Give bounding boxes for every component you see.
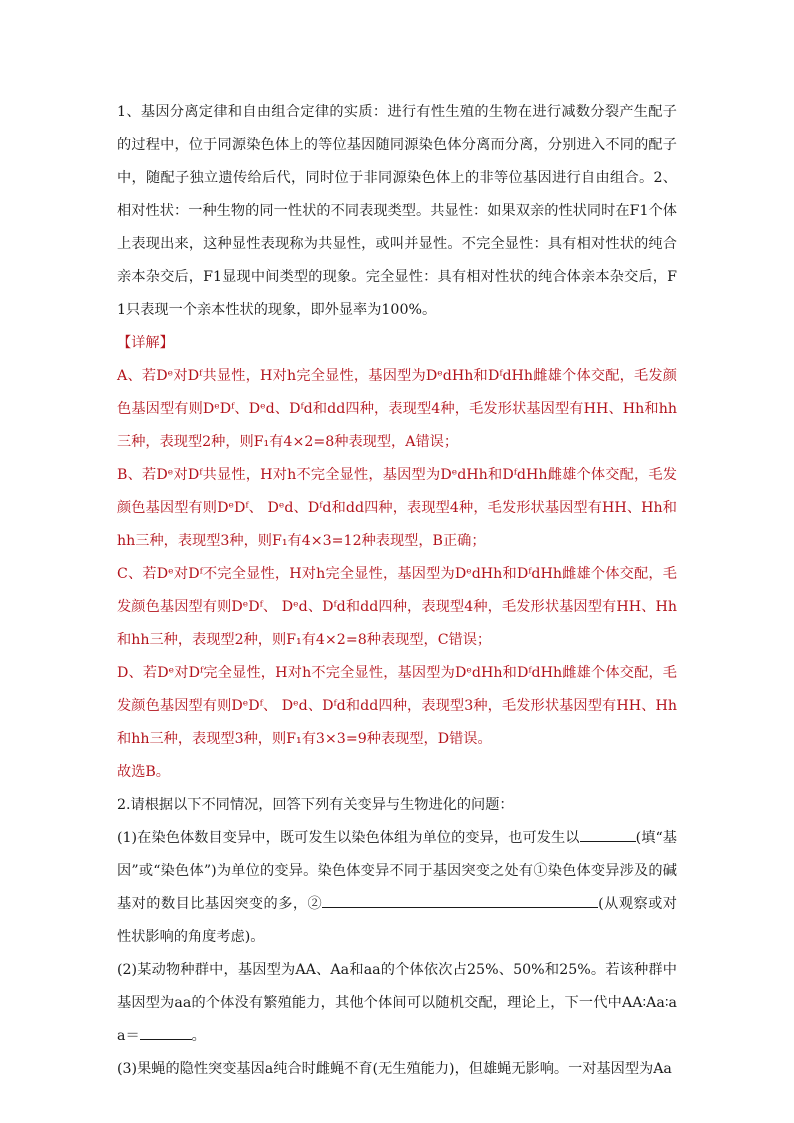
q1-text-part2: (填“基因”或“染色体”)为单位的变异。染色体变异不同于基因突变之处有①染色体变异涉及的碱基对的数目比基因突变的多，②: [117, 830, 677, 912]
intro-paragraph: 1、基因分离定律和自由组合定律的实质：进行有性生殖的生物在进行减数分裂产生配子的过程中，位于同源染色体上的等位基因随同源染色体分离而分离，分别进入不同的配子中，随配子独立遗传给后代，同时位于非同源染色体上的非等位基因进行自由组合。2、相对性状：一种生物的同一性状的不同表现类型。共显性：如果双亲的性状同时在F1个体上表现出来，这种显性表现称为共显性，或叫并显性。不完全显性：具有相对性状的纯合亲本杂交后，F1显现中间类型的现象。完全显性：具有相对性状的纯合体亲本杂交后，F1只表现一个亲本性状的现象，即外显率为100%。: [117, 104, 677, 318]
question-1: [117, 822, 677, 954]
option-c-explanation: C、若Dᵉ对Dᶠ不完全显性，H对h完全显性，基因型为DᵉdHh和DᶠdHh雌雄个体交配，毛发颜色基因型有则DᵉDᶠ、 Dᵉd、Dᶠd和dd四种，表现型4种，毛发形状基因型有HH、Hh和hh三种，表现型2种，则F₁有4×2=8种表现型，C错误；: [117, 566, 677, 648]
question-3: (3)果蝇的隐性突变基因a纯合时雌蝇不育(无生殖能力)，但雄蝇无影响。一对基因型为Aa: [117, 1061, 672, 1077]
question-stem: 2.请根据以下不同情况，回答下列有关变异与生物进化的问题：: [117, 797, 514, 813]
q1-text-part3: (从观察或对性状影响的角度考虑)。: [117, 896, 677, 945]
question-2: [117, 954, 677, 1053]
option-a-explanation: A、若Dᵉ对Dᶠ共显性，H对h完全显性，基因型为DᵉdHh和DᶠdHh雌雄个体交配，毛发颜色基因型有则DᵉDᶠ、Dᵉd、Dᶠd和dd四种，表现型4种，毛发形状基因型有HH、Hh和hh三种，表现型2种，则F₁有4×2=8种表现型，A错误；: [117, 368, 677, 450]
q2-answer-blank[interactable]: [140, 1025, 192, 1040]
option-d-explanation: D、若Dᵉ对Dᶠ完全显性，H对h不完全显性，基因型为DᵉdHh和DᶠdHh雌雄个体交配，毛发颜色基因型有则DᵉDᶠ、 Dᵉd、Dᶠd和dd四种，表现型3种，毛发形状基因型有HH、Hh和hh三种，表现型3种，则F₁有3×3=9种表现型，D错误。: [117, 665, 677, 747]
document-page: [117, 96, 677, 1086]
q1-answer-blank-1[interactable]: [580, 827, 636, 842]
q1-answer-blank-2[interactable]: [322, 893, 598, 908]
detail-heading: 【详解】: [117, 335, 174, 351]
q2-text-part2: 。: [191, 1028, 206, 1044]
answer-line: 故选B。: [117, 764, 170, 780]
q2-text-part1: (2)某动物种群中，基因型为AA、Aa和aa的个体依次占25%、50%和25%。若该种群中基因型为aa的个体没有繁殖能力，其他个体间可以随机交配，理论上，下一代中AA∶Aa∶aa＝: [117, 962, 677, 1044]
q1-text-part1: (1)在染色体数目变异中，既可发生以染色体组为单位的变异，也可发生以: [117, 830, 580, 846]
option-b-explanation: B、若Dᵉ对Dᶠ共显性，H对h不完全显性，基因型为DᵉdHh和DᶠdHh雌雄个体交配，毛发颜色基因型有则DᵉDᶠ、 Dᵉd、Dᶠd和dd四种，表现型4种，毛发形状基因型有HH、Hh和hh三种，表现型3种，则F₁有4×3=12种表现型，B正确；: [117, 467, 677, 549]
